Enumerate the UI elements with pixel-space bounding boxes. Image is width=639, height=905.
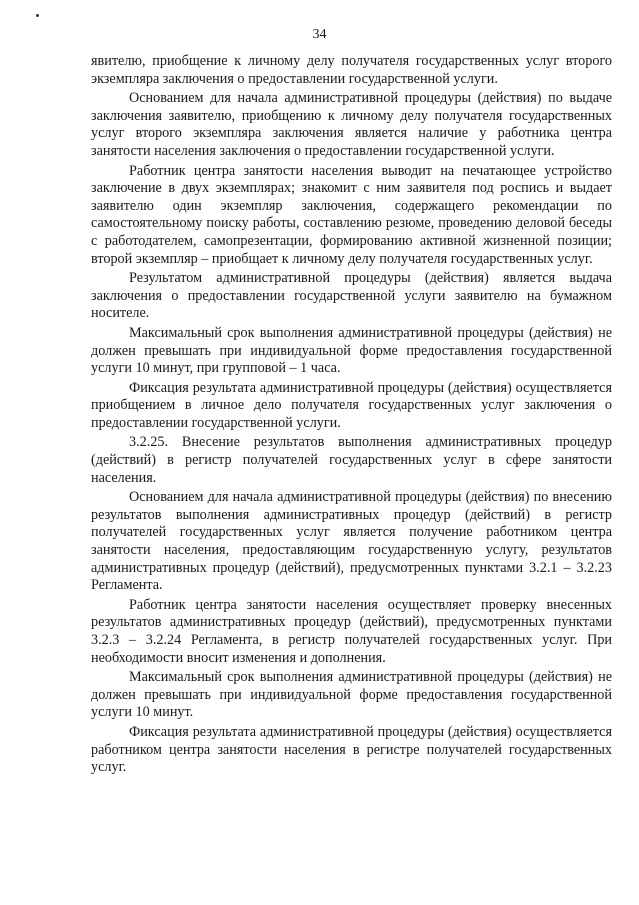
section-heading-3-2-25: 3.2.25. Внесение результатов выполнения административных процедур (действий) в регистр получателей государственных услуг в сфере занятости населения.: [91, 434, 612, 486]
paragraph-basis-issue-conclusion: Основанием для начала административной процедуры (действия) по выдаче заключения заявителю, приобщению к личному делу получателя государственных услуг второго экземпляра заключения является наличие у работника центра занятости населения заключения о предоставлении государственной услуги.: [91, 90, 612, 159]
paragraph-max-time-issue: Максимальный срок выполнения административной процедуры (действия) не должен превышать при индивидуальной форме предоставления государственной услуги 10 минут, при групповой – 1 часа.: [91, 324, 612, 377]
paragraph-worker-prints-conclusion: Работник центра занятости населения выводит на печатающее устройство заключение в двух экземплярах; знакомит с ним заявителя под роспись и выдает заявителю один экземпляр заключения, содержащего рекомендации по самостоятельному поиску работы, составлению резюме, проведению деловой беседы с работодателем, самопрезентации, формированию активной жизненной позиции; второй экземпляр – приобщает к личному делу получателя государственных услуг.: [91, 162, 612, 267]
scan-artifact-dot: [36, 14, 39, 17]
paragraph-max-time-register: Максимальный срок выполнения административной процедуры (действия) не должен превышать при индивидуальной форме предоставления государственной услуги 10 минут.: [91, 669, 612, 721]
paragraph-fixation-issue: Фиксация результата административной процедуры (действия) осуществляется приобщением в личное дело получателя государственных услуг заключения о предоставлении государственной услуги.: [91, 379, 612, 431]
document-body: [91, 53, 612, 779]
paragraph-continuation: явителю, приобщение к личному делу получателя государственных услуг второго экземпляра заключения о предоставлении государственной услуги.: [91, 53, 612, 87]
paragraph-fixation-register: Фиксация результата административной процедуры (действия) осуществляется работником центра занятости населения в регистре получателей государственных услуг.: [91, 723, 612, 776]
paragraph-basis-register: Основанием для начала административной процедуры (действия) по внесению результатов выполнения административных процедур (действий) в регистр получателей государственных услуг является получение работником центра занятости населения, предоставляющим государственную услугу, результатов административных процедур (действий), предусмотренных пунктами 3.2.1 – 3.2.23 Регламента.: [91, 489, 612, 594]
page-number: 34: [312, 27, 327, 42]
paragraph-result-issue: Результатом административной процедуры (действия) является выдача заключения о предоставлении государственной услуги заявителю на бумажном носителе.: [91, 270, 612, 322]
paragraph-worker-checks-register: Работник центра занятости населения осуществляет проверку внесенных результатов административных процедур (действий), предусмотренных пунктами 3.2.3 – 3.2.24 Регламента, в регистр получателей государственных услуг. При необходимости вносит изменения и дополнения.: [91, 596, 612, 666]
